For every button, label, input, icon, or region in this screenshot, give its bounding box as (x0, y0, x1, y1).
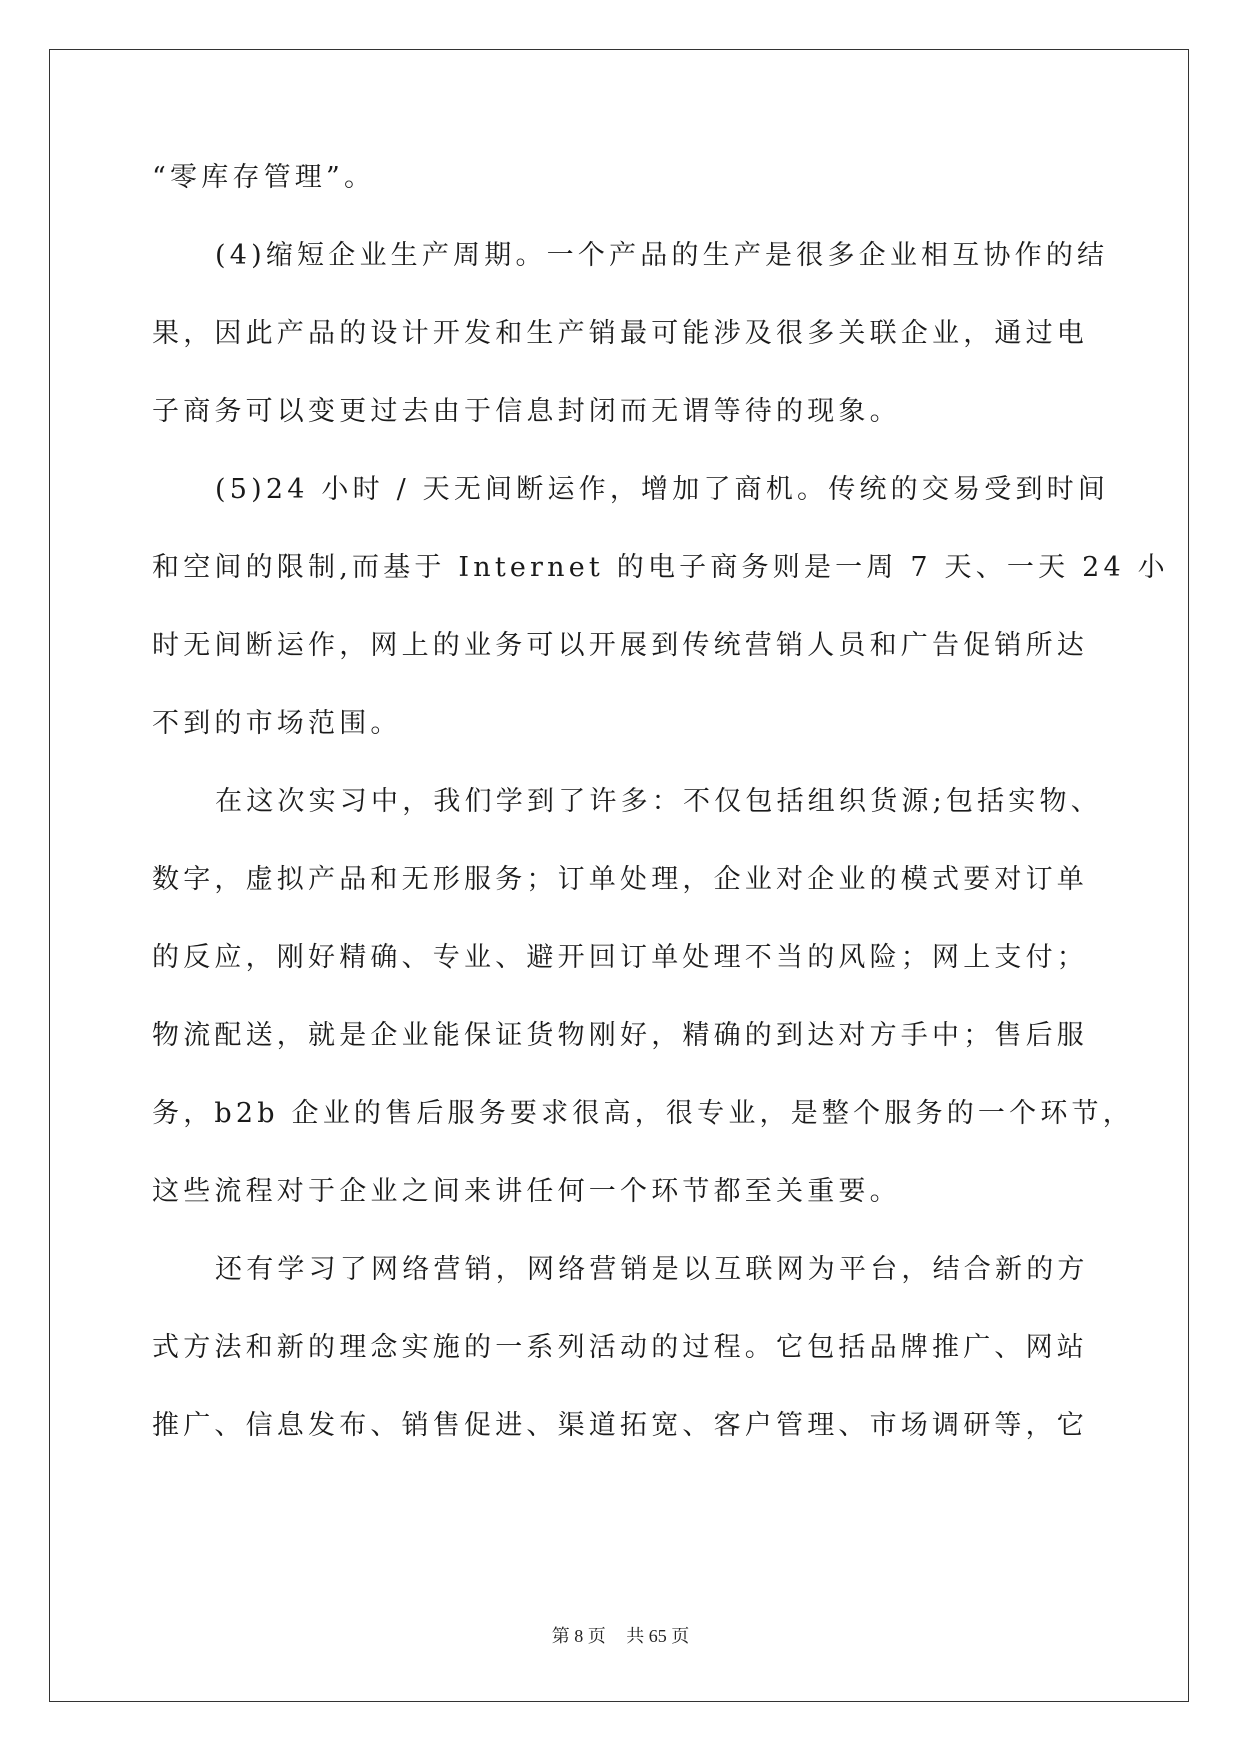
text-line: 物流配送，就是企业能保证货物刚好，精确的到达对方手中；售后服 (152, 1020, 1088, 1051)
text-line: 果，因此产品的设计开发和生产销最可能涉及很多关联企业，通过电 (152, 318, 1088, 349)
text-line: 子商务可以变更过去由于信息封闭而无谓等待的现象。 (152, 396, 901, 427)
text-line: 务，b2b 企业的售后服务要求很高，很专业，是整个服务的一个环节， (152, 1098, 1134, 1129)
paragraph-start-line: 在这次实习中，我们学到了许多：不仅包括组织货源;包括实物、 (215, 786, 1102, 817)
text-line: 这些流程对于企业之间来讲任何一个环节都至关重要。 (152, 1176, 901, 1207)
paragraph-start-line: (4)缩短企业生产周期。一个产品的生产是很多企业相互协作的结 (215, 240, 1109, 271)
page-footer (0, 1622, 1241, 1648)
text-line: 和空间的限制,而基于 Internet 的电子商务则是一周 7 天、一天 24 小 (152, 552, 1169, 583)
text-line: 不到的市场范围。 (152, 708, 402, 739)
text-line: 的反应，刚好精确、专业、避开回订单处理不当的风险；网上支付； (152, 942, 1088, 973)
text-line: “零库存管理”。 (152, 162, 376, 193)
text-line: 数字，虚拟产品和无形服务；订单处理，企业对企业的模式要对订单 (152, 864, 1088, 895)
paragraph-start-line: 还有学习了网络营销，网络营销是以互联网为平台，结合新的方 (215, 1254, 1089, 1285)
text-line: 时无间断运作，网上的业务可以开展到传统营销人员和广告促销所达 (152, 630, 1088, 661)
text-line: 式方法和新的理念实施的一系列活动的过程。它包括品牌推广、网站 (152, 1332, 1088, 1363)
page-total: 共 65 页 (626, 1626, 690, 1646)
page-number: 第 8 页 (551, 1626, 606, 1646)
paragraph-start-line: (5)24 小时 / 天无间断运作，增加了商机。传统的交易受到时间 (215, 474, 1110, 505)
text-line: 推广、信息发布、销售促进、渠道拓宽、客户管理、市场调研等，它 (152, 1410, 1088, 1441)
